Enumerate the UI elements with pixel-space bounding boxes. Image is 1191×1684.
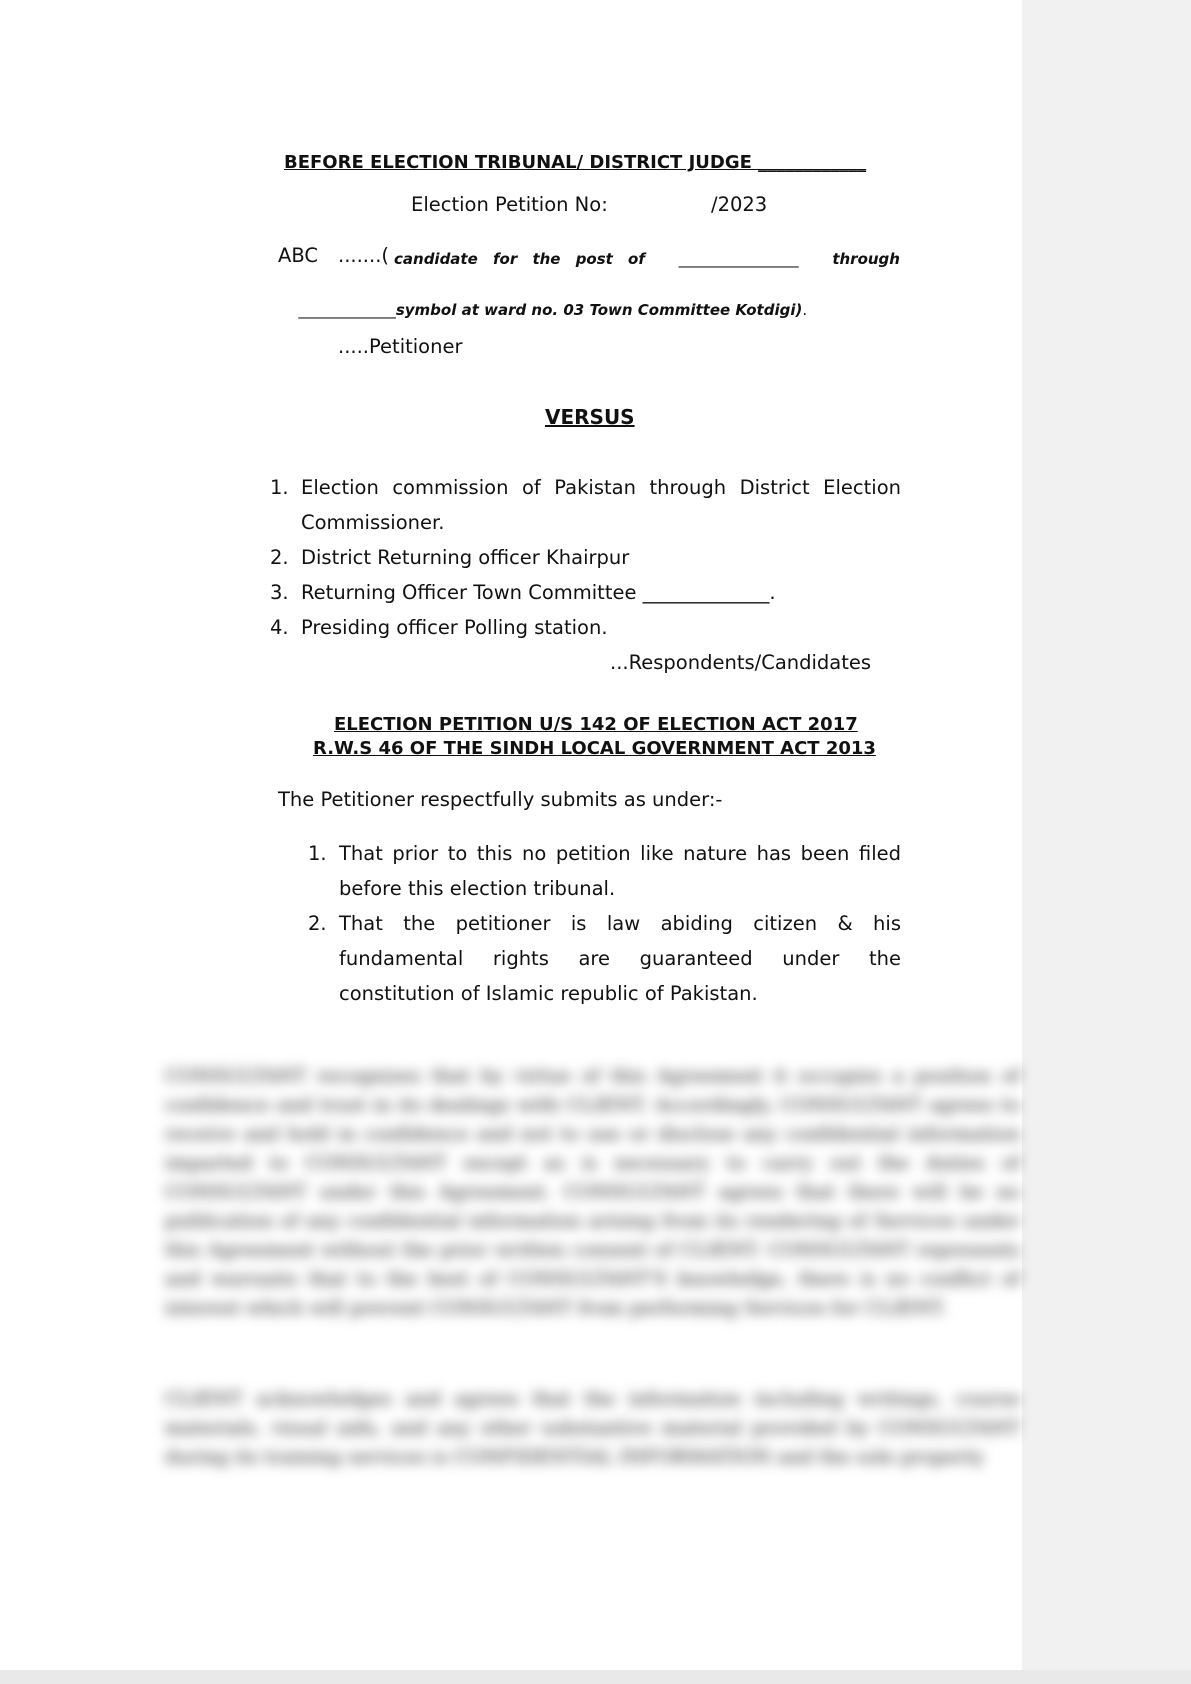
- symbol-blank: _____________: [298, 301, 396, 319]
- page-edge-bottom: [0, 1670, 1191, 1684]
- respondent-number: 2.: [270, 546, 289, 569]
- respondent-2-line-1: District Returning officer Khairpur: [301, 546, 630, 569]
- respondent-number: 1.: [270, 476, 289, 499]
- respondent-number: 4.: [270, 616, 289, 639]
- point-2-line-3: constitution of Islamic republic of Pakistan.: [339, 982, 758, 1005]
- versus-heading: VERSUS: [545, 405, 635, 429]
- petitioner-description-line-1: [394, 250, 900, 268]
- document-heading: BEFORE ELECTION TRIBUNAL/ DISTRICT JUDGE ____________: [284, 152, 867, 173]
- petitioner-dots: .......(: [338, 244, 389, 267]
- petitioner-description-line-2: [278, 281, 807, 338]
- petitioner-name: ABC: [278, 244, 318, 267]
- point-2-line-1: That the petitioner is law abiding citizen & his: [339, 912, 901, 935]
- point-1-line-2: before this election tribunal.: [339, 877, 616, 900]
- respondent-4-line-1: Presiding officer Polling station.: [301, 616, 608, 639]
- ward-text: symbol at ward no. 03 Town Committee Kotdigi): [395, 301, 803, 319]
- point-number: 2.: [308, 912, 327, 935]
- blurred-paragraph-2: CLIENT acknowledges and agrees that the information including writings, course materials, visual aids, and any other substantive material provided by CONSULTANT during its training services is CONFIDENTIAL INFORMATION and the sole property: [165, 1388, 1020, 1468]
- petition-number-year: /2023: [711, 193, 768, 216]
- intro-text: The Petitioner respectfully submits as under:-: [278, 788, 723, 811]
- point-2-line-2: fundamental rights are guaranteed under the: [339, 947, 901, 970]
- sub-heading-2: R.W.S 46 OF THE SINDH LOCAL GOVERNMENT ACT 2013: [313, 738, 876, 759]
- respondent-1-line-2: Commissioner.: [301, 511, 445, 534]
- point-1-line-1: That prior to this no petition like nature has been filed: [339, 842, 901, 865]
- respondent-number: 3.: [270, 581, 289, 604]
- through-text: through: [832, 250, 900, 268]
- sub-heading-1: ELECTION PETITION U/S 142 OF ELECTION ACT 2017: [334, 714, 858, 735]
- respondents-role: ...Respondents/Candidates: [610, 651, 872, 674]
- blurred-paragraph-1: CONSULTANT recognizes that by virtue of this Agreement it occupies a position of confidence and trust in its dealings with CLIENT. Accordingly, CONSULTANT agrees to receive and hold in confidence and not to use or disclose any confidential information imparted to CONSULTANT except as is necessary to carry out the duties of CONSULTANT under this Agreement. CONSULTANT agrees that there will be no publication of any confidential information arising from its rendering of Services under this Agreement without the prior written consent of CLIENT. CONSULTANT represents and warrants that to the best of CONSULTANT'S knowledge, there is no conflict of interest which will prevent CONSULTANT from performing Services for CLIENT.: [165, 1065, 1020, 1319]
- post-blank: ________________: [678, 250, 799, 268]
- candidate-post-text: candidate for the post of: [394, 250, 645, 268]
- point-number: 1.: [308, 842, 327, 865]
- petitioner-role: .....Petitioner: [338, 335, 463, 358]
- respondent-3-line-1: Returning Officer Town Committee _____________.: [301, 581, 776, 604]
- page-edge-right: [1022, 0, 1191, 1684]
- ward-period: .: [802, 301, 808, 319]
- petition-number-label: Election Petition No:: [411, 193, 608, 216]
- respondent-1-line-1: Election commission of Pakistan through District Election: [301, 476, 901, 499]
